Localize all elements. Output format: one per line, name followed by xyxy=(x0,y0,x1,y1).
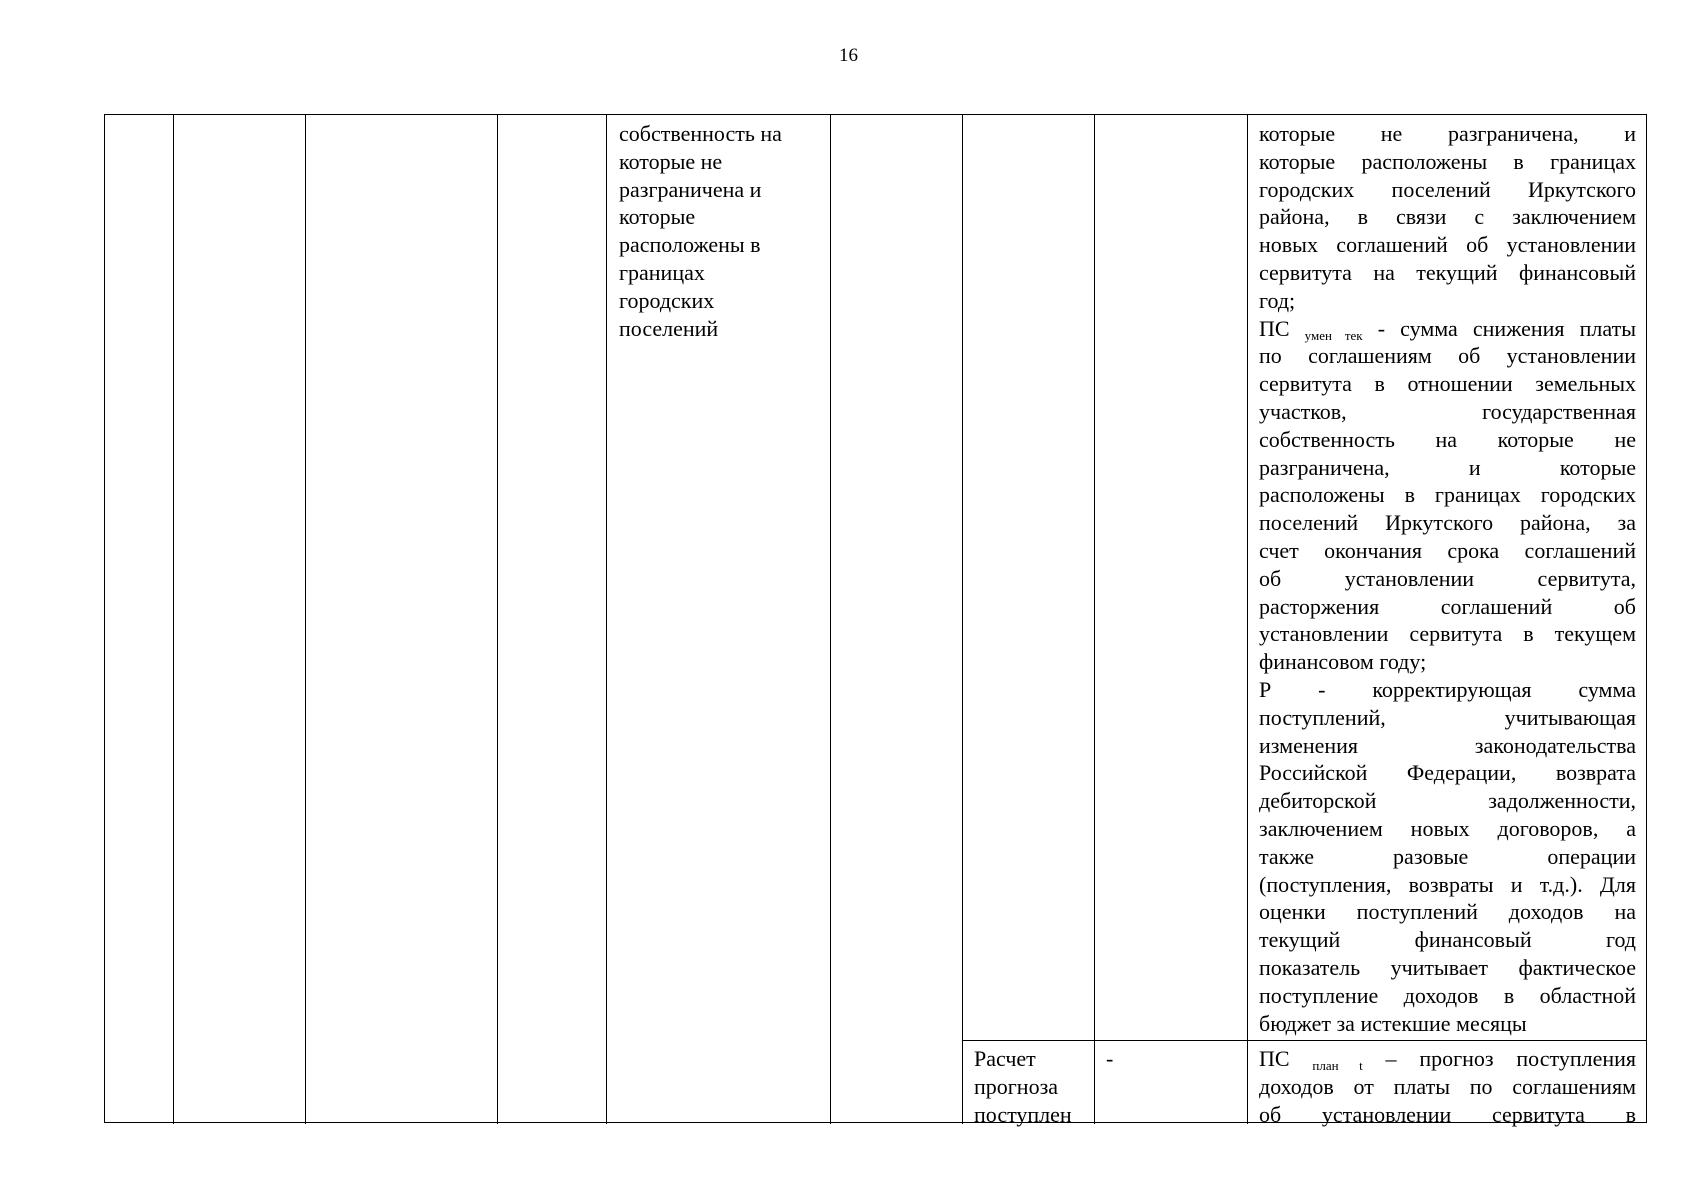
page-number: 16 xyxy=(839,45,858,66)
p-def-line: изменения законодательства xyxy=(1259,732,1636,758)
p-def-line: поступление доходов в областной xyxy=(1259,982,1636,1008)
ps-umen-symbol: ПС xyxy=(1259,315,1290,341)
col5-line: границах xyxy=(619,259,705,285)
row2-col7-line: Расчет xyxy=(974,1046,1036,1071)
col9-line: которые расположены в границах xyxy=(1259,148,1636,174)
column-divider xyxy=(497,115,498,1124)
col5-line: поселений xyxy=(619,315,719,341)
p-def-line: Р - корректирующая сумма xyxy=(1259,676,1636,702)
col5-line: разграничена и xyxy=(619,176,762,202)
column-divider xyxy=(830,115,831,1124)
p-def-line: бюджет за истекшие месяцы xyxy=(1259,1010,1527,1036)
ps-umen-first-line xyxy=(1259,315,1636,343)
p-def-line: также разовые операции xyxy=(1259,843,1636,869)
ps-umen-line: собственность на которые не xyxy=(1259,426,1636,452)
col5-line: городских xyxy=(619,287,715,313)
col9-line: которые не разграничена, и xyxy=(1259,121,1636,146)
column-divider xyxy=(1094,115,1095,1124)
ps-umen-line: расторжения соглашений об xyxy=(1259,593,1636,619)
ps-umen-line: финансовом году; xyxy=(1259,649,1427,675)
col5-line: собственность на xyxy=(619,121,782,146)
ps-umen-line: разграничена, и которые xyxy=(1259,454,1636,480)
p-def-line: текущий финансовый год xyxy=(1259,927,1636,953)
col9-line: городских поселений Иркутского xyxy=(1259,176,1636,202)
column-divider xyxy=(1247,115,1248,1124)
col5-line: которые не xyxy=(619,148,723,174)
column-divider xyxy=(962,115,963,1124)
ps-umen-line: по соглашениям об установлении xyxy=(1259,343,1636,369)
col9-line: района, в связи с заключением xyxy=(1259,204,1636,230)
col9-line: год; xyxy=(1259,287,1296,313)
row2-col7-line: прогноза xyxy=(974,1073,1059,1099)
ps-umen-line: расположены в границах городских xyxy=(1259,482,1636,508)
column-divider xyxy=(606,115,607,1124)
ps-umen-line: сервитута в отношении земельных xyxy=(1259,371,1636,397)
p-def-line: оценки поступлений доходов на xyxy=(1259,899,1636,925)
row-divider xyxy=(962,1040,1647,1041)
col5-text xyxy=(619,120,824,342)
ps-plan-rest: – прогноз поступления xyxy=(1385,1046,1636,1071)
column-divider xyxy=(173,115,174,1124)
ps-umen-line: поселений Иркутского района, за xyxy=(1259,510,1636,536)
p-def-line: дебиторской задолженности, xyxy=(1259,788,1636,814)
ps-umen-rest: - сумма снижения платы xyxy=(1377,315,1636,341)
ps-plan-first-line xyxy=(1259,1045,1636,1073)
col9-line: новых соглашений об установлении xyxy=(1259,232,1636,258)
row2-col7-line: поступлен xyxy=(974,1101,1072,1127)
p-def-line: заключением новых договоров, а xyxy=(1259,815,1636,841)
row2-col7-text xyxy=(974,1045,1092,1128)
ps-umen-line: счет окончания срока соглашений xyxy=(1259,537,1636,563)
p-def-line: поступлений, учитывающая xyxy=(1259,704,1636,730)
data-table xyxy=(104,114,1647,1127)
p-def-line: Российской Федерации, возврата xyxy=(1259,760,1636,786)
col9-text xyxy=(1259,120,1636,1037)
row2-col8-text: - xyxy=(1106,1046,1114,1071)
ps-umen-line: установлении сервитута в текущем xyxy=(1259,621,1636,647)
p-def-line: показатель учитывает фактическое xyxy=(1259,954,1636,980)
ps-plan-line: об установлении сервитута в xyxy=(1259,1101,1636,1127)
col9-line: сервитута на текущий финансовый xyxy=(1259,259,1636,285)
ps-plan-symbol: ПС xyxy=(1259,1046,1290,1071)
p-def-line: (поступления, возвраты и т.д.). Для xyxy=(1259,871,1636,897)
col5-line: которые xyxy=(619,204,696,230)
col5-line: расположены в xyxy=(619,232,761,258)
column-divider xyxy=(305,115,306,1124)
row2-col9-text xyxy=(1259,1045,1636,1128)
ps-umen-line: участков, государственная xyxy=(1259,398,1636,424)
ps-plan-subscript: план t xyxy=(1312,1058,1363,1073)
ps-plan-line: доходов от платы по соглашениям xyxy=(1259,1073,1636,1099)
ps-umen-line: об установлении сервитута, xyxy=(1259,565,1636,591)
ps-umen-subscript: умен тек xyxy=(1304,327,1363,343)
